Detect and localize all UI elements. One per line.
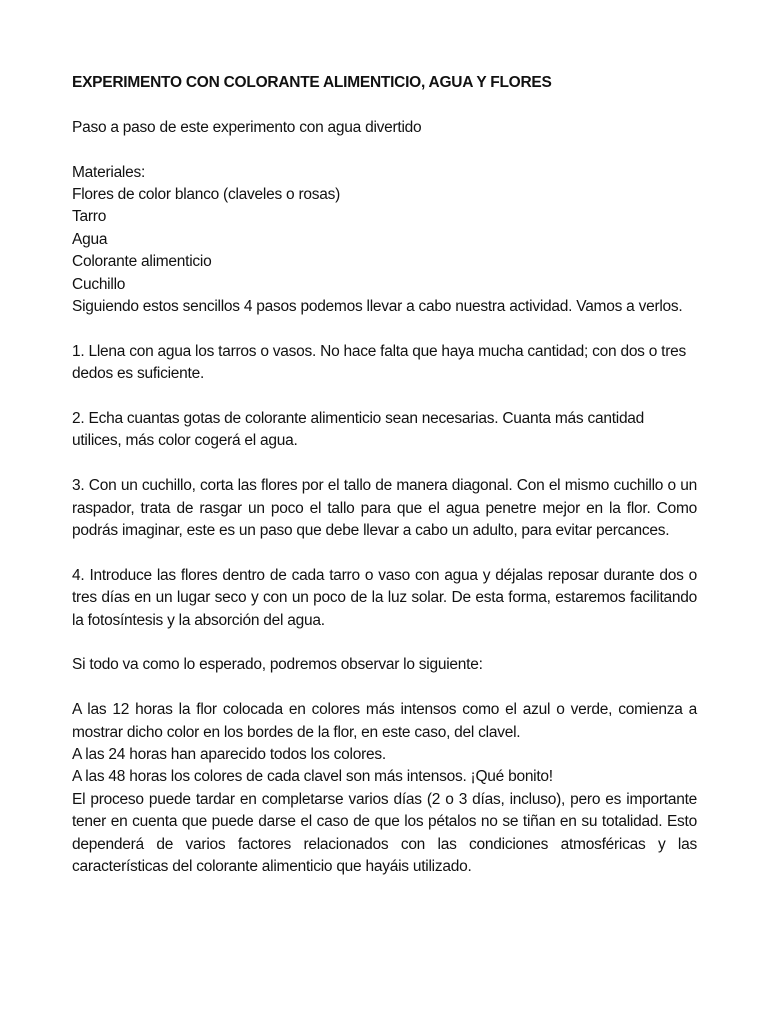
material-item: Tarro [72, 208, 107, 226]
materials-heading: Materiales: [72, 163, 146, 181]
result-paragraph: A las 48 horas los colores de cada clavel son más intensos. ¡Qué bonito! [72, 768, 553, 786]
intro-paragraph: Paso a paso de este experimento con agua divertido [72, 118, 422, 136]
step-paragraph: 2. Echa cuantas gotas de colorante alimenticio sean necesarias. Cuanta más cantidad utilices, más color cogerá el agua. [72, 410, 645, 450]
materials-list [72, 184, 697, 296]
results-intro: Si todo va como lo esperado, podremos observar lo siguiente: [72, 656, 483, 674]
step-paragraph: 1. Llena con agua los tarros o vasos. No hace falta que haya mucha cantidad; con dos o tres dedos es suficiente. [72, 342, 687, 383]
document-page [72, 72, 697, 879]
material-item: Agua [72, 230, 108, 248]
material-item: Cuchillo [72, 275, 126, 293]
steps-intro: Siguiendo estos sencillos 4 pasos podemos llevar a cabo nuestra actividad. Vamos a verlos. [72, 298, 683, 316]
step-paragraph: 4. Introduce las flores dentro de cada tarro o vaso con agua y déjalas reposar durante dos o tres días en un lugar seco y con un poco de la luz solar. De esta forma, estaremos facilitando la fotosíntesis y la absorción del agua. [72, 566, 697, 629]
result-paragraph: El proceso puede tardar en completarse varios días (2 o 3 días, incluso), pero es importante tener en cuenta que puede darse el caso de que los pétalos no se tiñan en su totalidad. Esto dependerá de varios factores relacionados con las condiciones atmosféricas y las características del colorante alimenticio que hayáis utilizado. [72, 790, 697, 876]
step-paragraph: 3. Con un cuchillo, corta las flores por el tallo de manera diagonal. Con el mismo cuchillo o un raspador, trata de rasgar un poco el tallo para que el agua penetre mejor en la flor. Como podrás imaginar, este es un paso que debe llevar a cabo un adulto, para evitar percances. [72, 477, 697, 540]
material-item: Colorante alimenticio [72, 253, 212, 271]
material-item: Flores de color blanco (claveles o rosas) [72, 186, 341, 203]
result-paragraph: A las 24 horas han aparecido todos los colores. [72, 746, 386, 764]
result-paragraph: A las 12 horas la flor colocada en colores más intensos como el azul o verde, comienza a mostrar dicho color en los bordes de la flor, en este caso, del clavel. [72, 701, 697, 741]
document-title: EXPERIMENTO CON COLORANTE ALIMENTICIO, AGUA Y FLORES [72, 74, 552, 91]
